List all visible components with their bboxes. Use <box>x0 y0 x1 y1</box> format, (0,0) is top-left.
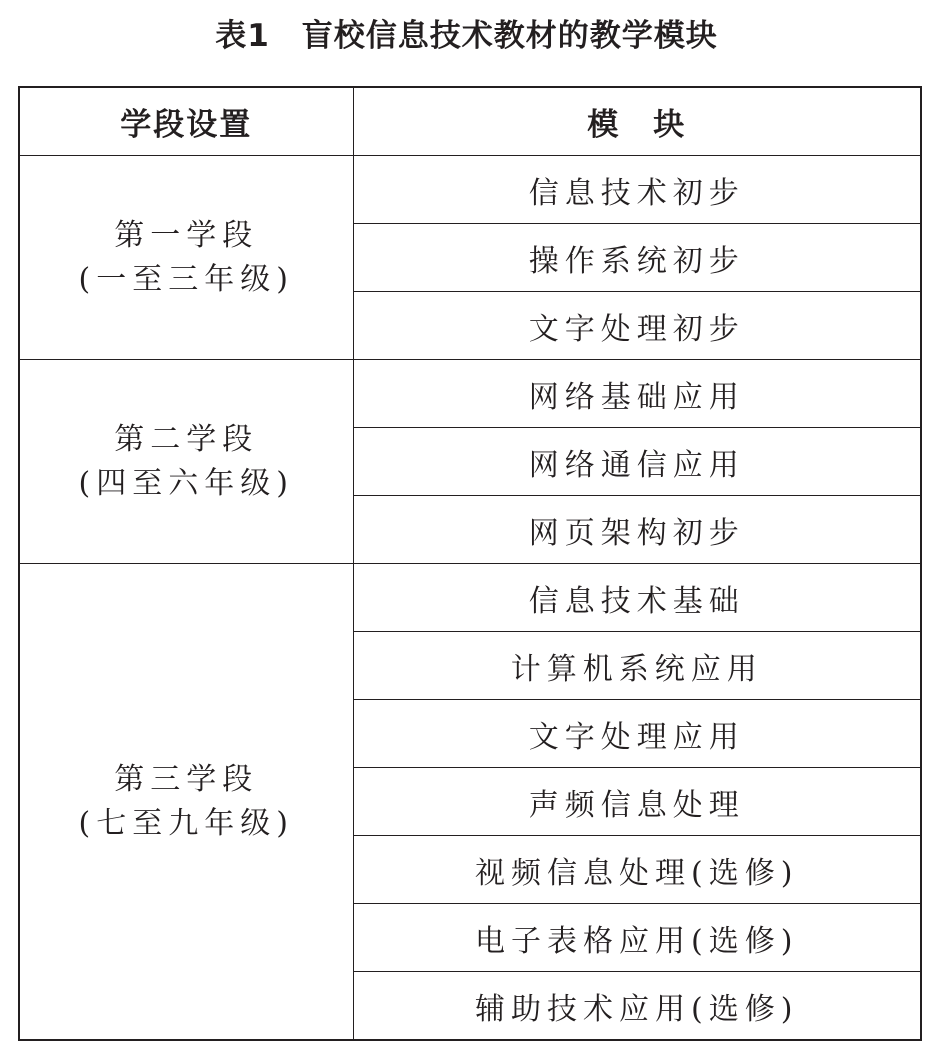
module-cell: 操作系统初步 <box>353 224 921 292</box>
header-row <box>19 87 921 156</box>
module-cell: 信息技术初步 <box>353 156 921 224</box>
module-cell: 视频信息处理(选修) <box>353 836 921 904</box>
module-cell: 网页架构初步 <box>353 496 921 564</box>
module-cell: 文字处理应用 <box>353 700 921 768</box>
table-row <box>19 564 921 632</box>
stage-grades: (四至六年级) <box>78 465 294 501</box>
module-cell: 声频信息处理 <box>353 768 921 836</box>
table-caption: 表1 盲校信息技术教材的教学模块 <box>215 18 718 54</box>
stage-cell-3 <box>19 564 353 1041</box>
table-row <box>19 156 921 224</box>
stage-name: 第二学段 <box>114 421 259 457</box>
teaching-modules-table <box>18 86 922 1041</box>
stage-name: 第三学段 <box>114 761 259 797</box>
header-stage: 学段设置 <box>19 87 353 156</box>
module-cell: 网络通信应用 <box>353 428 921 496</box>
stage-name: 第一学段 <box>114 217 259 253</box>
stage-grades: (七至九年级) <box>78 805 294 841</box>
module-cell: 电子表格应用(选修) <box>353 904 921 972</box>
stage-cell-1 <box>19 156 353 360</box>
module-cell: 辅助技术应用(选修) <box>353 972 921 1041</box>
stage-grades: (一至三年级) <box>78 261 294 297</box>
module-cell: 网络基础应用 <box>353 360 921 428</box>
stage-cell-2 <box>19 360 353 564</box>
module-cell: 文字处理初步 <box>353 292 921 360</box>
module-cell: 计算机系统应用 <box>353 632 921 700</box>
table-row <box>19 360 921 428</box>
header-module: 模 块 <box>353 87 921 156</box>
module-cell: 信息技术基础 <box>353 564 921 632</box>
